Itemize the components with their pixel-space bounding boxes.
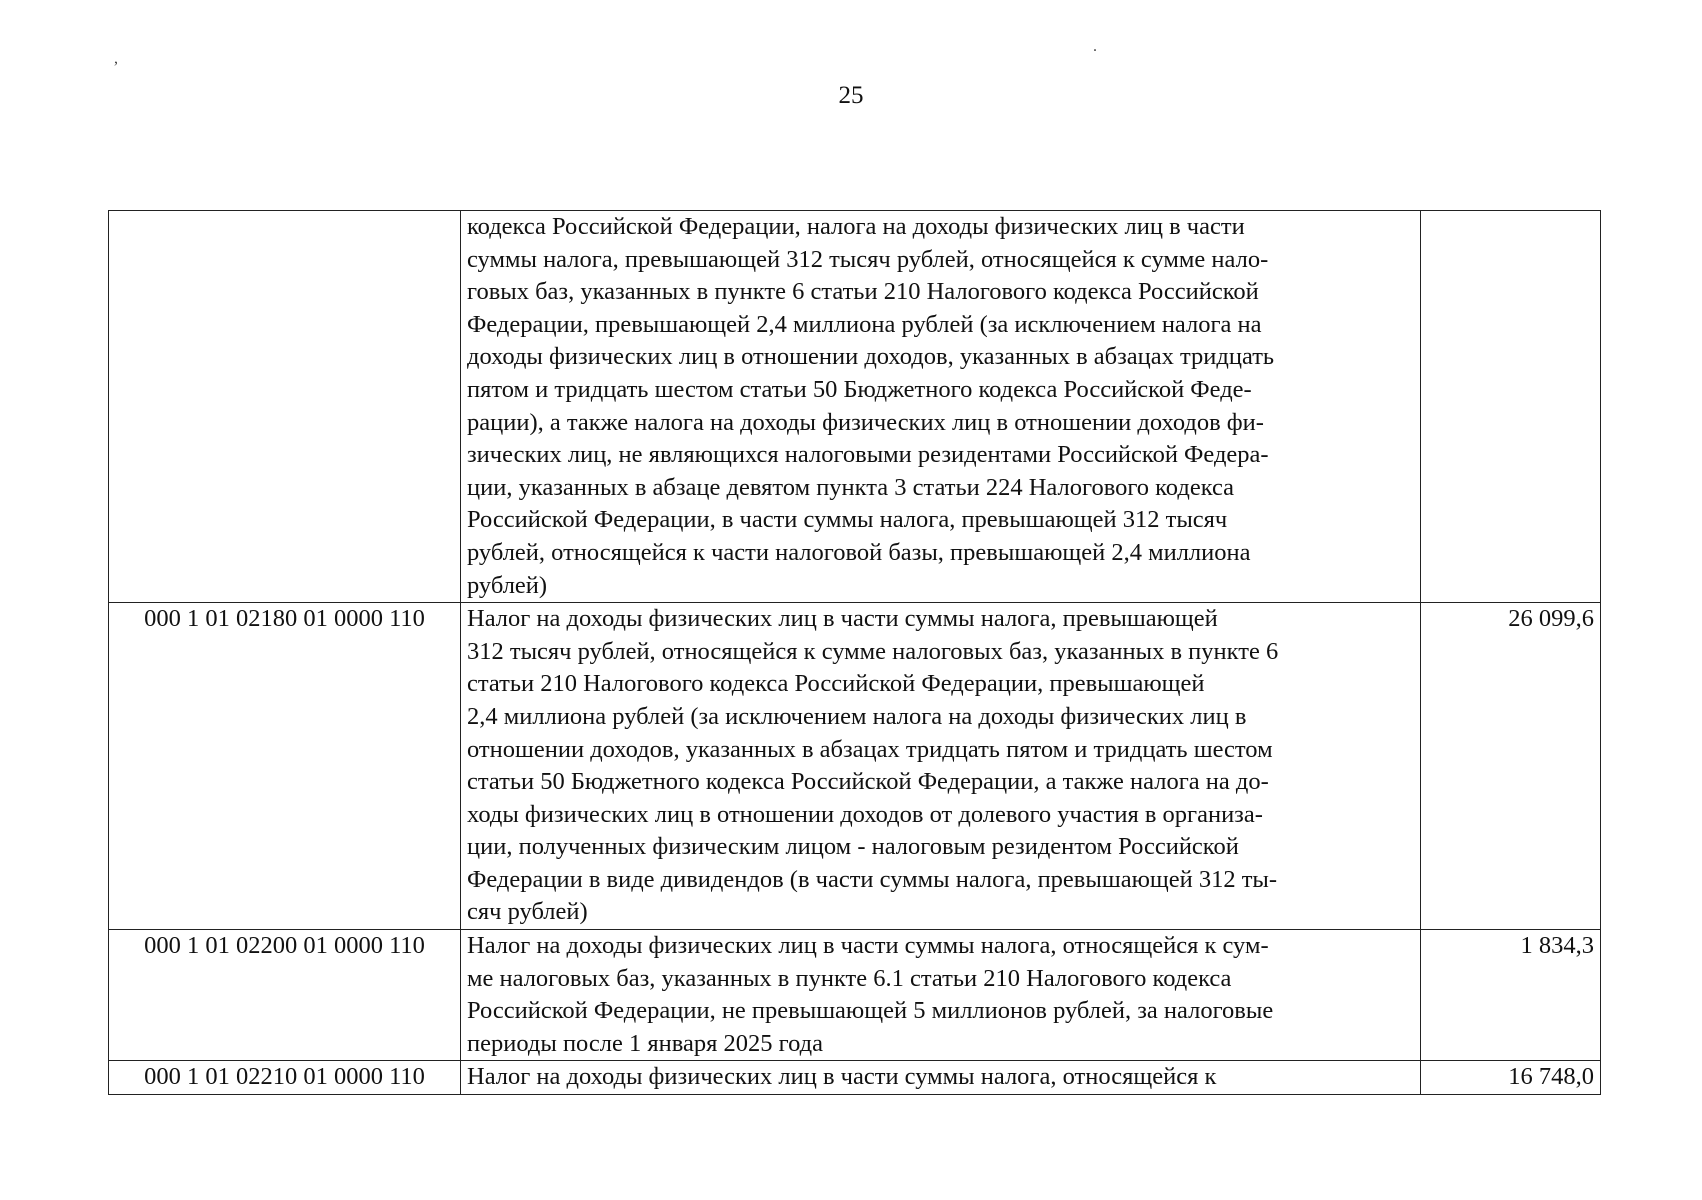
page-number: 25: [838, 82, 864, 109]
budget-code-cell: 000 1 01 02180 01 0000 110: [109, 603, 461, 930]
income-name-line: ходы физических лиц в отношении доходов от долевого участия в организа-: [467, 800, 1263, 828]
table-row: [109, 211, 1601, 603]
amount-cell: 26 099,6: [1421, 603, 1601, 930]
scan-mark: .: [1093, 38, 1097, 55]
table-row: [109, 930, 1601, 1061]
budget-table-body: [109, 211, 1601, 1095]
income-name-line: Российской Федерации, в части суммы налога, превышающей 312 тысяч: [467, 506, 1228, 534]
income-name-line: сяч рублей): [467, 898, 588, 926]
amount-cell: 1 834,3: [1421, 930, 1601, 1061]
table-row: [109, 1061, 1601, 1095]
income-name-line: рублей, относящейся к части налоговой базы, превышающей 2,4 миллиона: [467, 538, 1251, 566]
income-name-line: Федерации в виде дивидендов (в части суммы налога, превышающей 312 ты-: [467, 865, 1278, 893]
income-name-line: периоды после 1 января 2025 года: [467, 1029, 823, 1057]
income-name-line: зических лиц, не являющихся налоговыми резидентами Российской Федера-: [467, 441, 1269, 469]
budget-table: [108, 210, 1601, 1095]
income-name-cell: [461, 211, 1421, 603]
amount-cell: [1421, 211, 1601, 603]
income-name-line: ме налоговых баз, указанных в пункте 6.1 статьи 210 Налогового кодекса: [467, 964, 1232, 992]
income-name-line: Российской Федерации, не превышающей 5 миллионов рублей, за налоговые: [467, 997, 1274, 1025]
income-name-line: статьи 210 Налогового кодекса Российской Федерации, превышающей: [467, 670, 1205, 698]
income-name-line: Налог на доходы физических лиц в части суммы налога, превышающей: [467, 605, 1218, 633]
income-name-line: ции, указанных в абзаце девятом пункта 3 статьи 224 Налогового кодекса: [467, 473, 1235, 501]
income-name-line: Налог на доходы физических лиц в части суммы налога, относящейся к: [467, 1063, 1217, 1091]
income-name-line: Федерации, превышающей 2,4 миллиона рублей (за исключением налога на: [467, 310, 1262, 338]
income-name-line: суммы налога, превышающей 312 тысяч рублей, относящейся к сумме нало-: [467, 245, 1269, 273]
income-name-line: рации), а также налога на доходы физических лиц в отношении доходов фи-: [467, 408, 1264, 436]
income-name-line: говых баз, указанных в пункте 6 статьи 210 Налогового кодекса Российской: [467, 278, 1259, 306]
income-name-line: 2,4 миллиона рублей (за исключением налога на доходы физических лиц в: [467, 702, 1247, 730]
budget-code-cell: 000 1 01 02210 01 0000 110: [109, 1061, 461, 1095]
scan-mark: ,: [114, 50, 118, 67]
income-name-line: 312 тысяч рублей, относящейся к сумме налоговых баз, указанных в пункте 6: [467, 637, 1279, 665]
income-name-line: статьи 50 Бюджетного кодекса Российской Федерации, а также налога на до-: [467, 768, 1269, 796]
income-name-line: кодекса Российской Федерации, налога на доходы физических лиц в части: [467, 213, 1245, 240]
income-name-line: доходы физических лиц в отношении доходов, указанных в абзацах тридцать: [467, 343, 1275, 371]
income-name-line: рублей): [467, 571, 548, 599]
income-name-cell: [461, 930, 1421, 1061]
income-name-line: отношении доходов, указанных в абзацах тридцать пятом и тридцать шестом: [467, 735, 1273, 763]
income-name-cell: [461, 603, 1421, 930]
income-name-line: Налог на доходы физических лиц в части суммы налога, относящейся к сум-: [467, 932, 1269, 960]
income-name-line: ции, полученных физическим лицом - налоговым резидентом Российской: [467, 833, 1239, 861]
amount-cell: 16 748,0: [1421, 1061, 1601, 1095]
budget-code-cell: [109, 211, 461, 603]
budget-code-cell: 000 1 01 02200 01 0000 110: [109, 930, 461, 1061]
income-name-line: пятом и тридцать шестом статьи 50 Бюджетного кодекса Российской Феде-: [467, 375, 1252, 403]
income-name-cell: [461, 1061, 1421, 1095]
table-row: [109, 603, 1601, 930]
